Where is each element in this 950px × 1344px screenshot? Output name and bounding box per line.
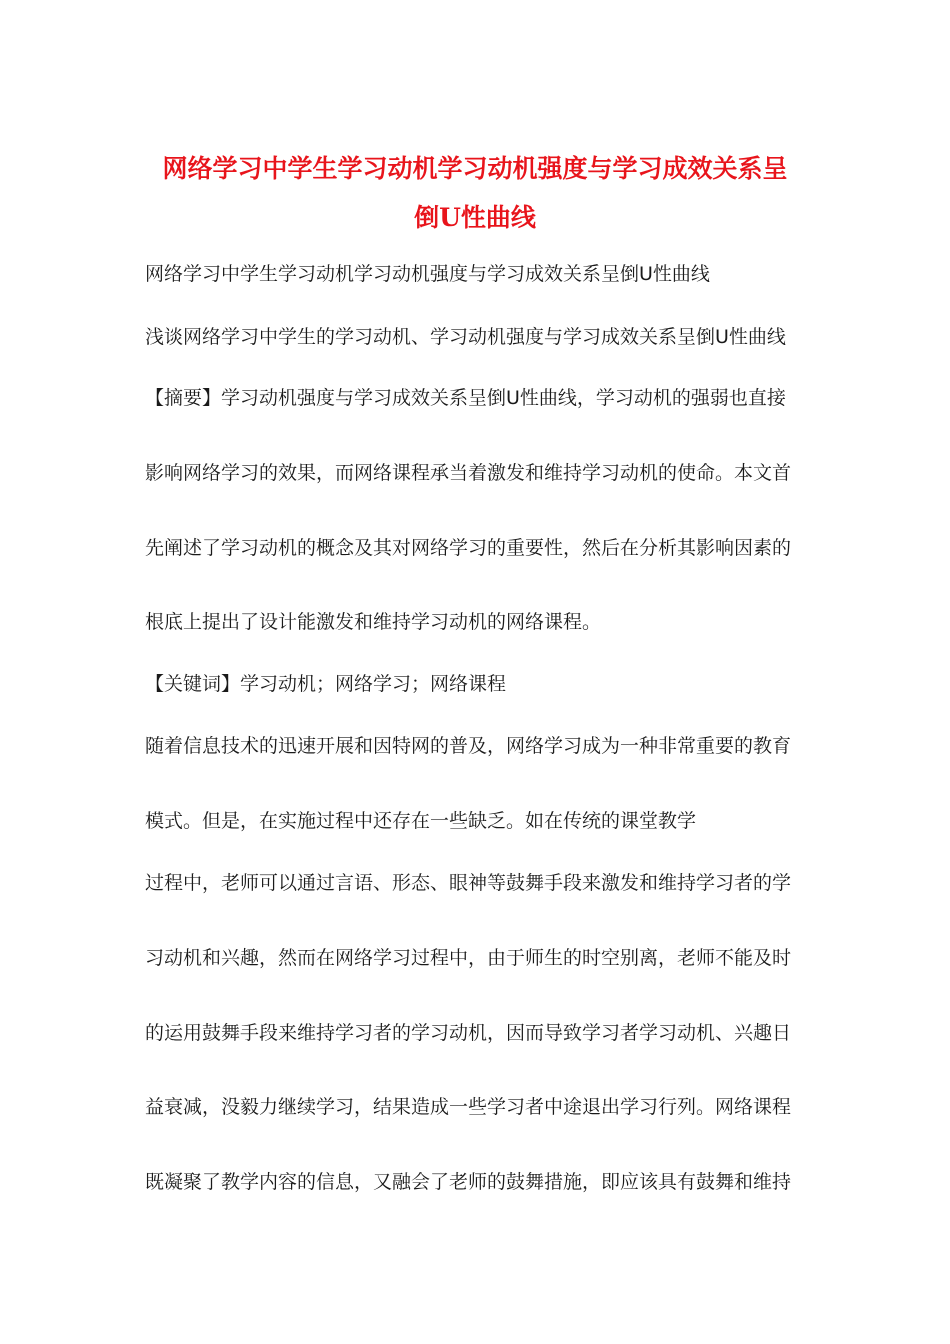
body-line-6: 益衰减，没毅力继续学习，结果造成一些学习者中途退出学习行列。网络课程 [145, 1096, 792, 1118]
abstract-line-2: 影响网络学习的效果，而网络课程承当着激发和维持学习动机的使命。本文首 [145, 462, 792, 484]
body-line-2: 模式。但是，在实施过程中还存在一些缺乏。如在传统的课堂教学 [145, 810, 697, 832]
subtitle-line: 网络学习中学生学习动机学习动机强度与学习成效关系呈倒U性曲线 [145, 263, 710, 285]
keywords-line: 【关键词】学习动机；网络学习；网络课程 [145, 673, 507, 695]
body-line-4: 习动机和兴趣，然而在网络学习过程中，由于师生的时空别离，老师不能及时 [145, 947, 792, 969]
document-title-line-1: 网络学习中学生学习动机学习动机强度与学习成效关系呈 [162, 154, 788, 183]
body-line-1: 随着信息技术的迅速开展和因特网的普及，网络学习成为一种非常重要的教育 [145, 735, 792, 757]
body-line-7: 既凝聚了教学内容的信息，又融会了老师的鼓舞措施，即应该具有鼓舞和维持 [145, 1171, 792, 1193]
abstract-line-3: 先阐述了学习动机的概念及其对网络学习的重要性，然后在分析其影响因素的 [145, 537, 792, 559]
body-line-3: 过程中，老师可以通过言语、形态、眼神等鼓舞手段来激发和维持学习者的学 [145, 872, 792, 894]
body-line-5: 的运用鼓舞手段来维持学习者的学习动机，因而导致学习者学习动机、兴趣日 [145, 1022, 792, 1044]
abstract-line-4: 根底上提出了设计能激发和维持学习动机的网络课程。 [145, 611, 602, 633]
document-title-line-2: 倒U性曲线 [414, 203, 536, 232]
intro-line: 浅谈网络学习中学生的学习动机、学习动机强度与学习成效关系呈倒U性曲线 [145, 326, 786, 348]
abstract-line-1: 【摘要】学习动机强度与学习成效关系呈倒U性曲线，学习动机的强弱也直接 [145, 387, 786, 409]
